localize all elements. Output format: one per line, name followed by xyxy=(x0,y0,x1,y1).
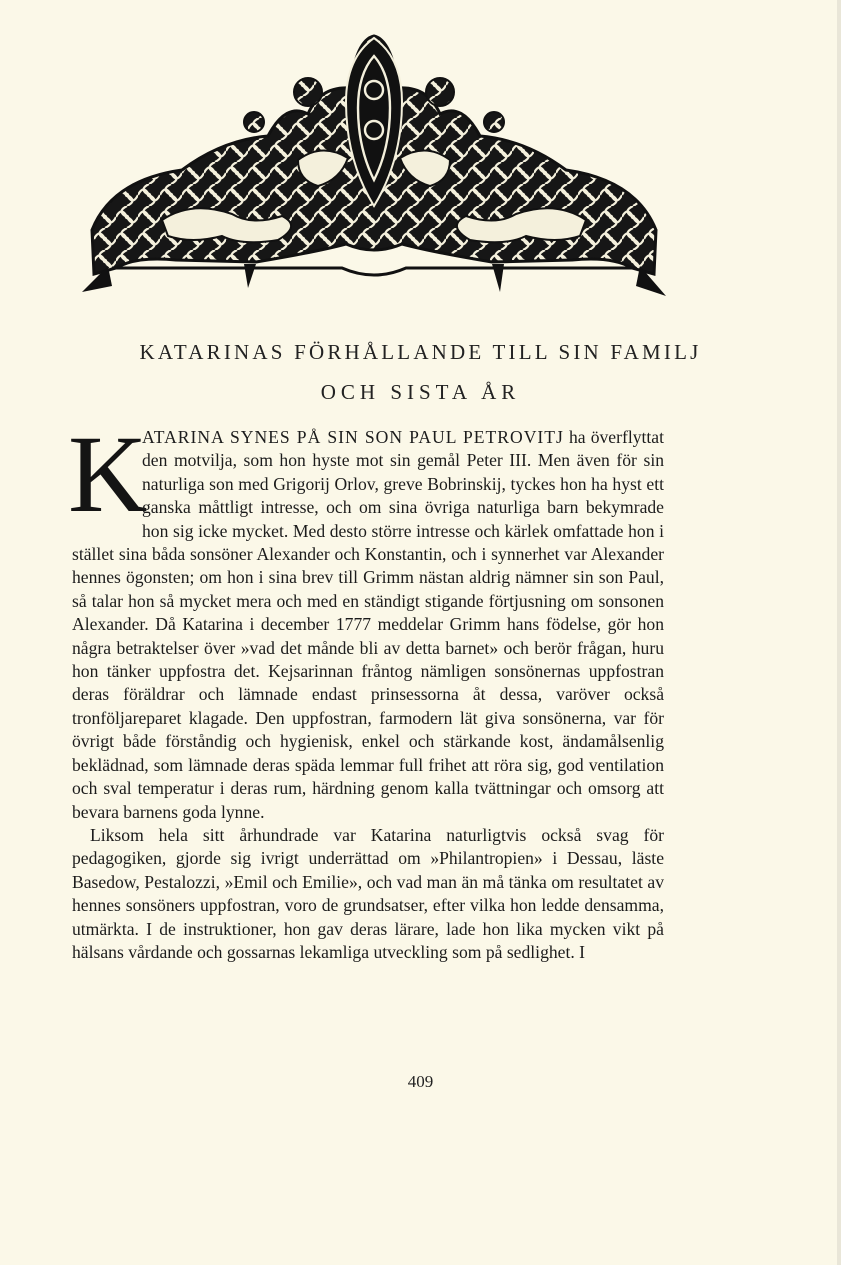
ornamental-headpiece-icon xyxy=(72,30,676,302)
chapter-title-line-2: OCH SISTA ÅR xyxy=(320,380,521,404)
body-text xyxy=(68,413,664,964)
lead-in: ATARINA SYNES PÅ SIN SON PAUL PETROVITJ xyxy=(142,427,564,447)
chapter-title-line-1: KATARINAS FÖRHÅLLANDE TILL SIN FAMILJ xyxy=(139,340,702,364)
paragraph-1-text: ha överflyttat den motvilja, som hon hyste mot sin gemål Peter III. Men även för sin naturliga son med Grigorij Orlov, greve Bobrinskij, tyckes hon ha hyst ett ganska måttligt intresse, och om sina övriga naturliga barn bekymrade hon sig icke mycket. Med desto större intresse och kärlek omfattade hon i stället sina båda sonsöner Alexander och Konstantin, och i synnerhet var Alexander hennes ögonsten; om hon i sina brev till Grimm nästan aldrig nämner sin son Paul, så talar hon så mycket mera och med en ständigt stigande förtjusning om sonsonen Alexander. Då Katarina i december 1777 meddelar Grimm hans födelse, gör hon några betraktelser över »vad det månde bli av detta barnet» och berör frågan, huru hon tänker uppfostra det. Kejsarinnan fråntog nämligen sonsönernas uppfostran deras föräldrar och lämnade endast prinsessorna åt dessa, varöver också tronföljareparet klagade. Den uppfostran, farmodern lät giva sonsönerna, var för övrigt både förståndig och hygienisk, enkel och stärkande kost, ändamålsenlig beklädnad, som lämnade deras späda lemmar full frihet att röra sig, god ventilation och sval temperatur i deras rum, härdning genom kalla tvättningar och omsorg att bevara barnens goda lynne. xyxy=(72,427,664,822)
drop-cap: K xyxy=(68,413,148,535)
paragraph-2: Liksom hela sitt århundrade var Katarina naturligtvis också svag för pedagogiken, gjorde sig ivrigt underrättad om »Philantropien» i Dessau, läste Basedow, Pestalozzi, »Emil och Emilie», och vad man än må tänka om resultatet av hennes sonsöners uppfostran, voro de grundsatser, efter vilka hon ledde densamma, utmärkta. I de instruktioner, hon gav deras lärare, lade hon lika mycken vikt på hälsans vårdande och gossarnas lekamliga utveckling som på sedlighet. I xyxy=(72,824,664,962)
paragraph-1 xyxy=(68,413,664,824)
page-number: 409 xyxy=(407,1072,434,1091)
